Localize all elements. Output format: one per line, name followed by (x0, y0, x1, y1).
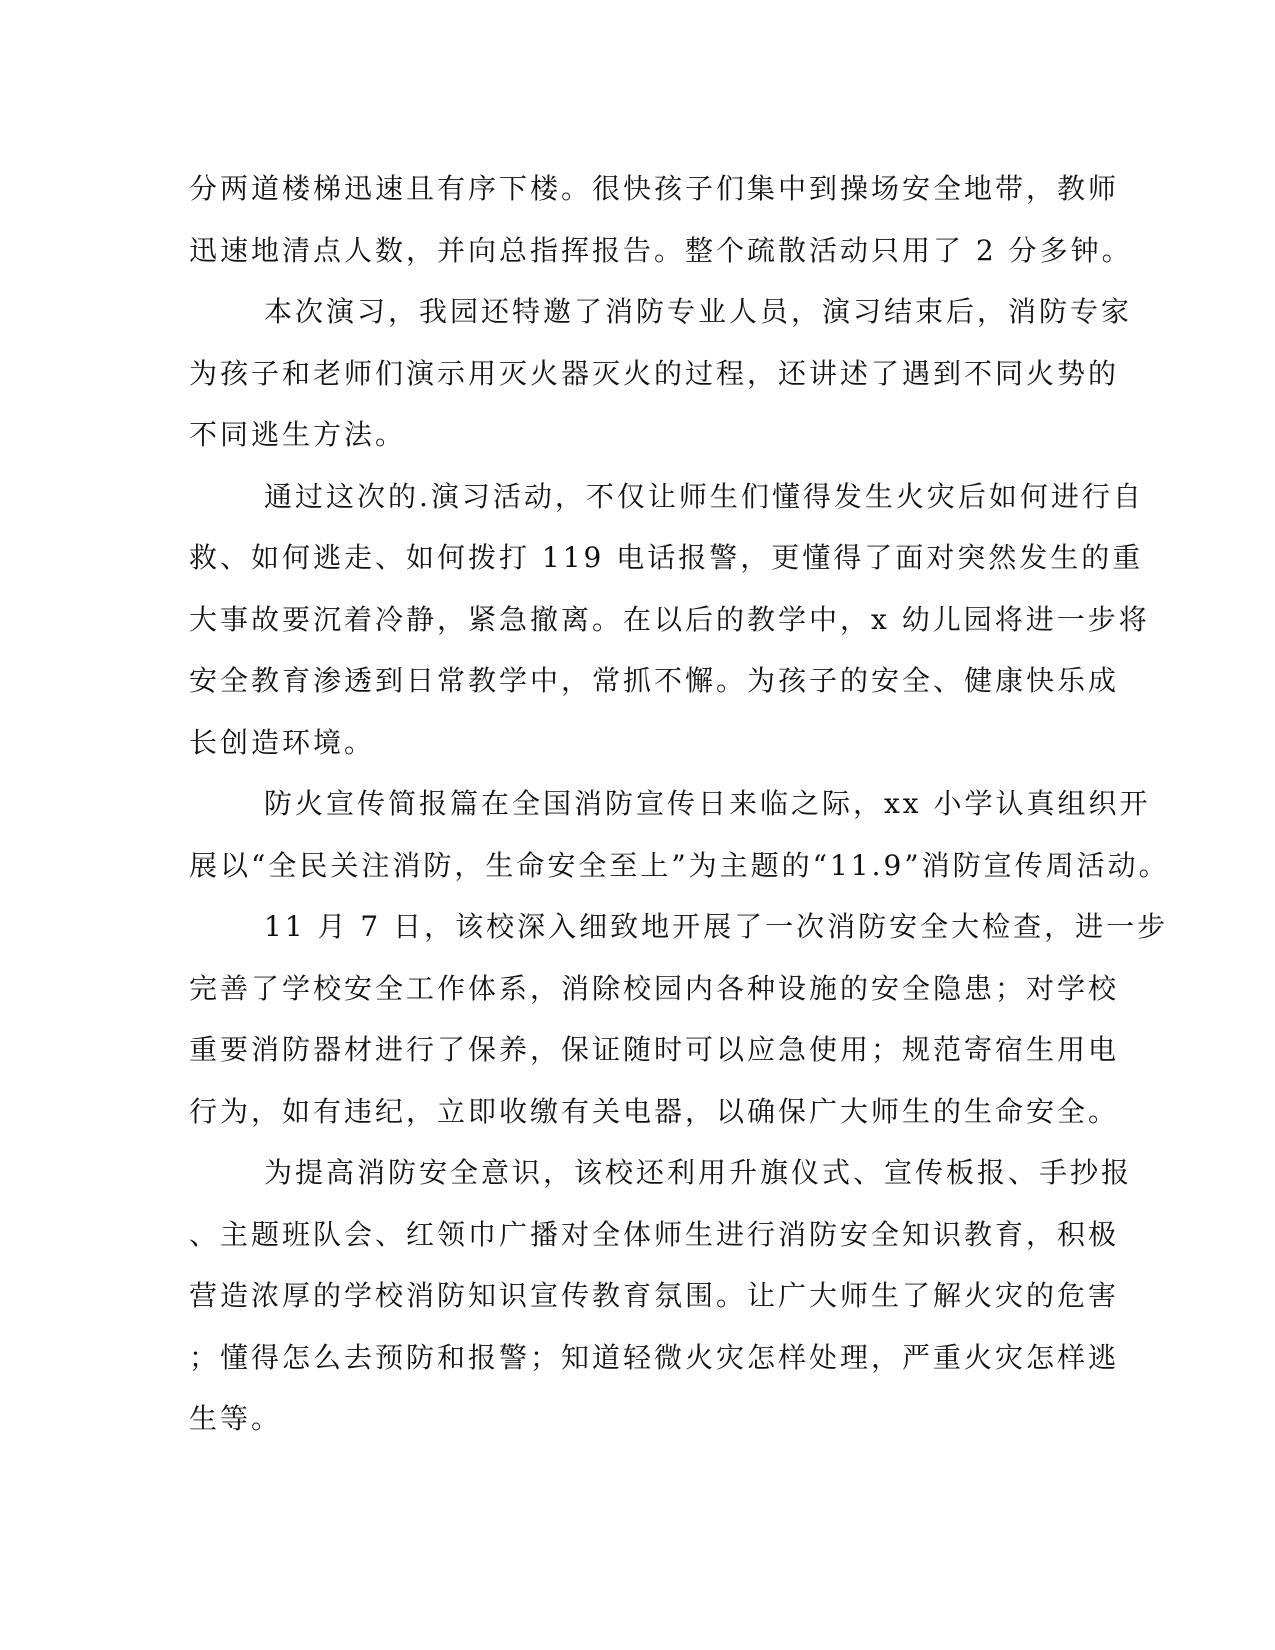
paragraph-line: 重要消防器材进行了保养，保证随时可以应急使用；规范寄宿生用电 (189, 1033, 1120, 1066)
paragraph-fire-expert (189, 281, 1133, 466)
paragraph-line: 为提高消防安全意识，该校还利用升旗仪式、宣传板报、手抄报 (264, 1156, 1133, 1189)
paragraph-line: 分两道楼梯迅速且有序下楼。很快孩子们集中到操场安全地带，教师 (189, 172, 1120, 205)
paragraph-safety-education (189, 1142, 1133, 1450)
paragraph-line: 大事故要沉着冷静，紧急撤离。在以后的教学中，x 幼儿园将进一步将 (189, 602, 1150, 636)
paragraph-line: ；懂得怎么去预防和报警；知道轻微火灾怎样处理，严重火灾怎样逃 (189, 1340, 1120, 1374)
paragraph-line: 本次演习，我园还特邀了消防专业人员，演习结束后，消防专家 (264, 295, 1133, 328)
document-body (189, 158, 1170, 1450)
paragraph-line: 不同逃生方法。 (189, 418, 407, 451)
paragraph-line: 通过这次的.演习活动，不仅让师生们懂得发生火灾后如何进行自 (264, 479, 1144, 513)
paragraph-line: 行为，如有违纪，立即收缴有关电器，以确保广大师生的生命安全。 (189, 1094, 1120, 1128)
paragraph-line: 安全教育渗透到日常教学中，常抓不懈。为孩子的安全、健康快乐成 (189, 664, 1120, 697)
paragraph-line: 完善了学校安全工作体系，消除校园内各种设施的安全隐患；对学校 (189, 971, 1120, 1005)
paragraph-line: 迅速地清点人数，并向总指挥报告。整个疏散活动只用了 2 分多钟。 (189, 233, 1133, 267)
paragraph-line: 救、如何逃走、如何拨打 119 电话报警，更懂得了面对突然发生的重 (189, 541, 1144, 574)
paragraph-safety-inspection (189, 896, 1169, 1142)
paragraph-line: 、主题班队会、红领巾广播对全体师生进行消防安全知识教育，积极 (189, 1217, 1120, 1251)
paragraph-line: 展以“全民关注消防，生命安全至上”为主题的“11.9”消防宣传周活动。 (189, 848, 1170, 882)
paragraph-line: 11 月 7 日，该校深入细致地开展了一次消防安全大检查，进一步 (264, 910, 1169, 943)
paragraph-line: 防火宣传简报篇在全国消防宣传日来临之际，xx 小学认真组织开 (264, 787, 1151, 820)
paragraph-line: 营造浓厚的学校消防知识宣传教育氛围。让广大师生了解火灾的危害 (189, 1279, 1120, 1312)
paragraph-line: 为孩子和老师们演示用灭火器灭火的过程，还讲述了遇到不同火势的 (189, 356, 1120, 390)
paragraph-evacuation (189, 158, 1133, 281)
paragraph-drill-summary (189, 466, 1150, 774)
paragraph-line: 长创造环境。 (189, 725, 376, 759)
paragraph-publicity-intro (189, 773, 1170, 896)
paragraph-line: 生等。 (189, 1402, 283, 1435)
